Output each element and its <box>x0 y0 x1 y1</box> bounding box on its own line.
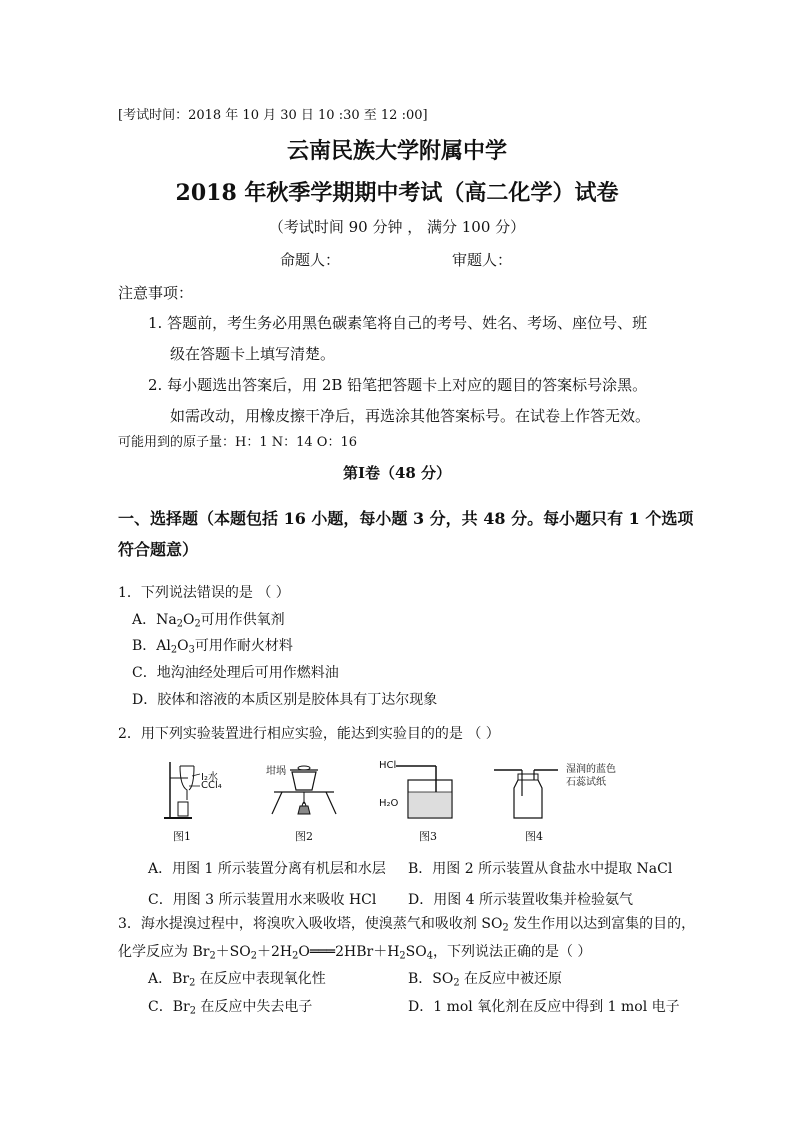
q2-option-a: A．用图 1 所示装置分离有机层和水层 <box>148 861 386 877</box>
fig2-caption: 图2 <box>295 830 313 843</box>
school-title: 云南民族大学附属中学 <box>286 138 507 164</box>
part-title: 一、选择题（本题包括 16 小题，每小题 3 分，共 48 分。每小题只有 1 个选项 <box>118 509 694 528</box>
fig1-label-i2: I₂水 <box>201 772 218 783</box>
reviewer-label: 审题人： <box>452 251 513 269</box>
q3-option-a: A．$Br_2$ 在反应中表现氧化性 <box>148 971 326 989</box>
note-item-2-cont: 如需改动，用橡皮擦干净后，再选涂其他答案标号。在试卷上作答无效。 <box>170 407 651 425</box>
q3-stem-line1: 3．海水提溴过程中，将溴吹入吸收塔，使溴蒸气和吸收剂 $SO_2$ 发生作用以达到富集的目的， <box>118 916 696 934</box>
q3-equation: 化学反应为 $Br_2+SO_2+2H_2O═══2HBr+H_2SO_4$，下列说法正确的是（ ） <box>118 944 592 962</box>
fig3-label-h2o: H₂O <box>379 798 399 809</box>
q3-option-d: D．1 mol 氧化剂在反应中得到 1 mol 电子 <box>408 999 680 1015</box>
q2-stem: 2．用下列实验装置进行相应实验，能达到实验目的的是 （ ） <box>118 726 500 742</box>
fig4-label-line2: 石蕊试纸 <box>566 777 606 788</box>
q3-option-b: B．$SO_2$ 在反应中被还原 <box>408 971 563 989</box>
fig4-caption: 图4 <box>525 830 543 843</box>
q1-option-b: B．$Al_2O_3$可用作耐火材料 <box>132 638 293 656</box>
volume-title: 第Ⅰ卷（48 分） <box>342 464 452 482</box>
fig2-label: 坩埚 <box>266 766 286 777</box>
notes-heading: 注意事项： <box>118 284 194 302</box>
q1-option-a: A．$Na_2O_2$可用作供氧剂 <box>132 612 285 630</box>
q2-option-d: D．用图 4 所示装置收集并检验氨气 <box>408 892 634 908</box>
q1-stem: 1．下列说法错误的是 （ ） <box>118 585 290 601</box>
q1-option-c: C．地沟油经处理后可用作燃料油 <box>132 665 339 681</box>
q2-option-b: B．用图 2 所示装置从食盐水中提取 NaCl <box>408 861 673 877</box>
note-item-2: 2. 每小题选出答案后，用 2B 铅笔把答题卡上对应的题目的答案标号涂黑。 <box>148 376 648 394</box>
fig4-label-line1: 湿润的蓝色 <box>566 764 616 775</box>
q2-option-c: C．用图 3 所示装置用水来吸收 HCl <box>148 892 377 908</box>
fig1-label-ccl4: CCl₄ <box>201 780 222 791</box>
setter-label: 命题人： <box>280 251 341 269</box>
duration-score: （考试时间 90 分钟 ， 满分 100 分） <box>268 218 526 236</box>
figure-4-gas-bottle <box>492 756 562 824</box>
exam-time-note: [考试时间：2018 年 10 月 30 日 10 :30 至 12 :00] <box>118 108 428 123</box>
atomic-masses: 可能用到的原子量：H：1 N：14 O：16 <box>118 435 357 450</box>
fig1-caption: 图1 <box>173 830 191 843</box>
fig3-label-hcl: HCl <box>379 760 397 771</box>
part-title-cont: 符合题意） <box>118 540 199 559</box>
q3-option-c: C．$Br_2$ 在反应中失去电子 <box>148 999 313 1017</box>
note-item-1-cont: 级在答题卡上填写清楚。 <box>170 345 336 363</box>
note-item-1: 1. 答题前，考生务必用黑色碳素笔将自己的考号、姓名、考场、座位号、班 <box>148 314 648 332</box>
fig3-caption: 图3 <box>419 830 437 843</box>
q1-option-d: D．胶体和溶液的本质区别是胶体具有丁达尔现象 <box>132 692 438 708</box>
exam-title: 2018 年秋季学期期中考试（高二化学）试卷 <box>175 180 619 206</box>
